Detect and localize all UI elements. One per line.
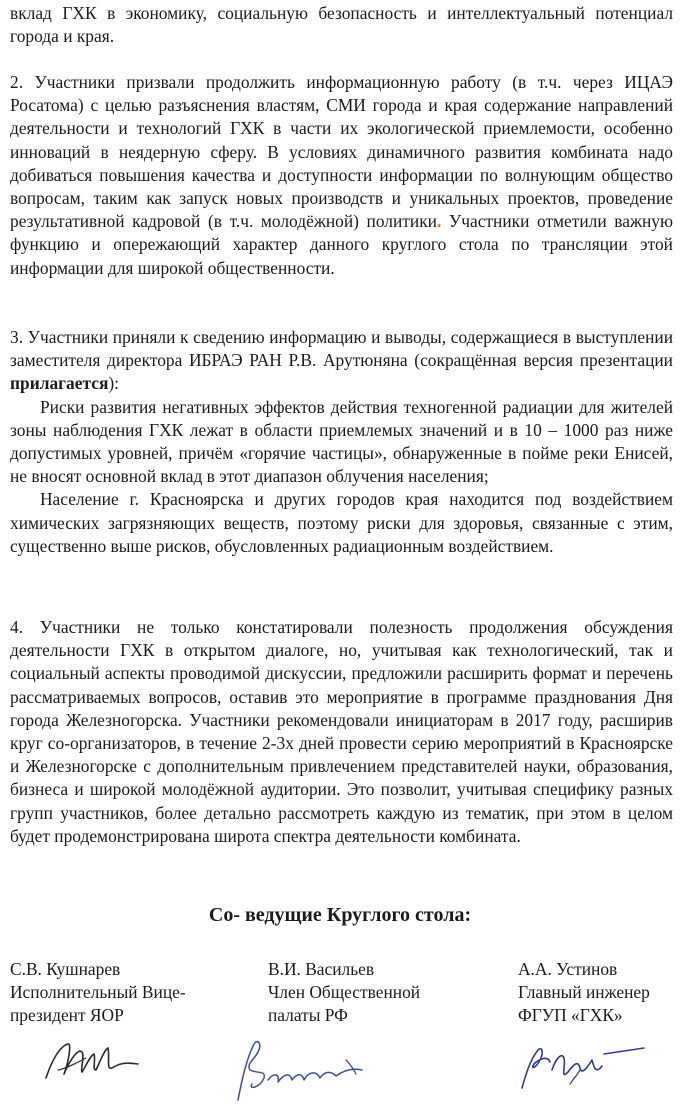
item-2-text-a: 2. Участники призвали продолжить информационную работу (в т.ч. через ИЦАЭ Росатома) с целью разъяснения властям, СМИ города и края содержание направлений деятельности и технологий ГХК в части их экологической приемлемости, особенно инноваций в неядерную сферу. В условиях динамичного развития комбината надо добиваться повышения качества и доступности информации по волнующим общество вопросам, таким как запуск новых производств и уникальных проектов, проведение результативной кадровой (в т.ч. молодёжной) политики [10,72,673,232]
signer-role-line1: Исполнительный Вице- [10,982,186,1002]
bullet-item-2 [10,488,673,558]
bullet-item-1 [10,396,673,489]
signer-role-line2: ФГУП «ГХК» [518,1005,623,1025]
bullet-1-text: Риски развития негативных эффектов действия техногенной радиации для жителей зоны наблюдения ГХК лежат в области приемлемых значений и в 10 – 1000 раз ниже допустимых уровней, причём «горячие частицы», обнаруженные в пойме реки Енисей, не вносят основной вклад в этот диапазон облучения населения; [10,396,673,487]
item-3-bold-word: прилагается [10,373,109,394]
signer-ustinov [518,958,650,1027]
signature-ustinov-image [508,1030,658,1095]
signer-role-line2: палаты РФ [268,1005,348,1025]
signer-vasiliev [268,958,420,1027]
item-4-paragraph: 4. Участники не только констатировали полезность продолжения обсуждения деятельности ГХК в открытом диалоге, но, учитывая как технологический, так и социальный аспекты проводимой дискуссии, предложили расширить формат и перечень рассматриваемых вопросов, оставив это мероприятие в программе празднования Дня города Железногорска. Участники рекомендовали инициаторам в 2017 году, расширив круг со-организаторов, в течение 2-3х дней провести серию мероприятий в Красноярске и Железногорске с дополнительным привлечением представителей науки, образования, бизнеса и широкой молодёжной аудитории. Это позволит, учитывая специфику разных групп участников, более детально рассмотреть каждую из тематик, при этом в целом будет продемонстрирована широта спектра деятельности комбината. [10,617,673,846]
signer-name: В.И. Васильев [268,959,375,979]
cohosts-title: Со- ведущие Круглого стола: [208,904,472,926]
signer-role-line1: Главный инженер [518,982,650,1002]
item-3-paragraph [10,326,673,558]
signer-role-line1: Член Общественной [268,982,421,1002]
item-3-lead: 3. Участники приняли к сведению информацию и выводы, содержащиеся в выступлении заместителя директора ИБРАЭ РАН Р.В. Арутюняна (сокращённая версия презентации [10,327,673,371]
signer-role-line2: президент ЯОР [10,1005,124,1025]
signer-kushnarev [10,958,186,1027]
accent-dot: . [436,211,442,232]
intro-paragraph-tail: вклад ГХК в экономику, социальную безопасность и интеллектуальный потенциал города и края. [10,3,673,47]
item-2-text-b: Участники отметили важную функцию и опережающий характер данного круглого стола по трансляции этой информации для широкой общественности. [10,211,673,278]
item-2-paragraph [10,71,673,280]
signer-name: С.В. Кушнарев [10,959,121,979]
item-3-close: ): [108,373,119,394]
signer-name: А.А. Устинов [518,959,618,979]
bullet-2-text: Население г. Красноярска и других городов края находится под воздействием химических загрязняющих веществ, поэтому риски для здоровья, связанные с этим, существенно выше рисков, обусловленных радиационным воздействием. [10,489,673,556]
signature-kushnarev-image [38,1030,148,1090]
signature-vasiliev-image [228,1030,388,1105]
